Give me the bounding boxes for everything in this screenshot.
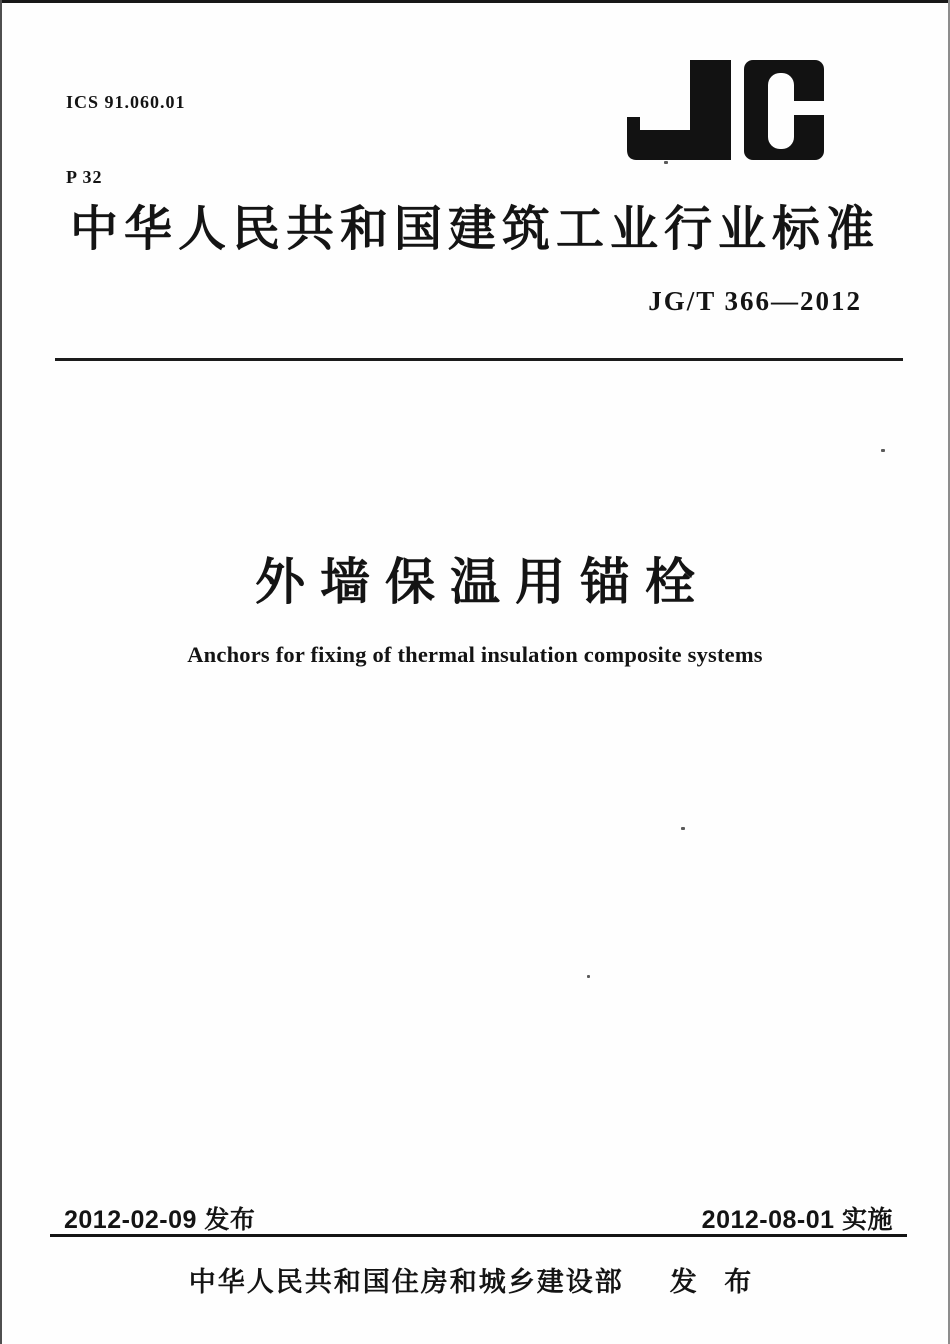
scan-speck (664, 161, 668, 164)
jg-logo-graphic (627, 58, 827, 160)
ics-code: ICS 91.060.01 (66, 92, 186, 112)
dates-row (64, 1200, 893, 1236)
implementation-date: 2012-08-01 实施 (701, 1206, 893, 1234)
document-title-chinese: 外墙保温用锚栓 (255, 554, 710, 610)
scan-speck (587, 975, 590, 978)
scan-speck (881, 449, 885, 452)
document-title-english: Anchors for fixing of thermal insulation composite systems (187, 642, 763, 667)
jg-logo (627, 58, 827, 160)
publish-word: 发 布 (669, 1267, 762, 1297)
divider-top (55, 358, 903, 361)
scan-speck (681, 827, 685, 830)
publisher-name: 中华人民共和国住房和城乡建设部 (188, 1267, 624, 1297)
issue-date: 2012-02-09 发布 (64, 1206, 256, 1234)
standard-number: JG/T 366—2012 (648, 286, 862, 316)
divider-bottom (50, 1234, 907, 1237)
class-code: P 32 (66, 167, 103, 187)
publisher-row (0, 1260, 950, 1299)
standard-category-title: 中华人民共和国建筑工业行业标准 (69, 203, 880, 256)
page-edge-top (0, 0, 950, 3)
